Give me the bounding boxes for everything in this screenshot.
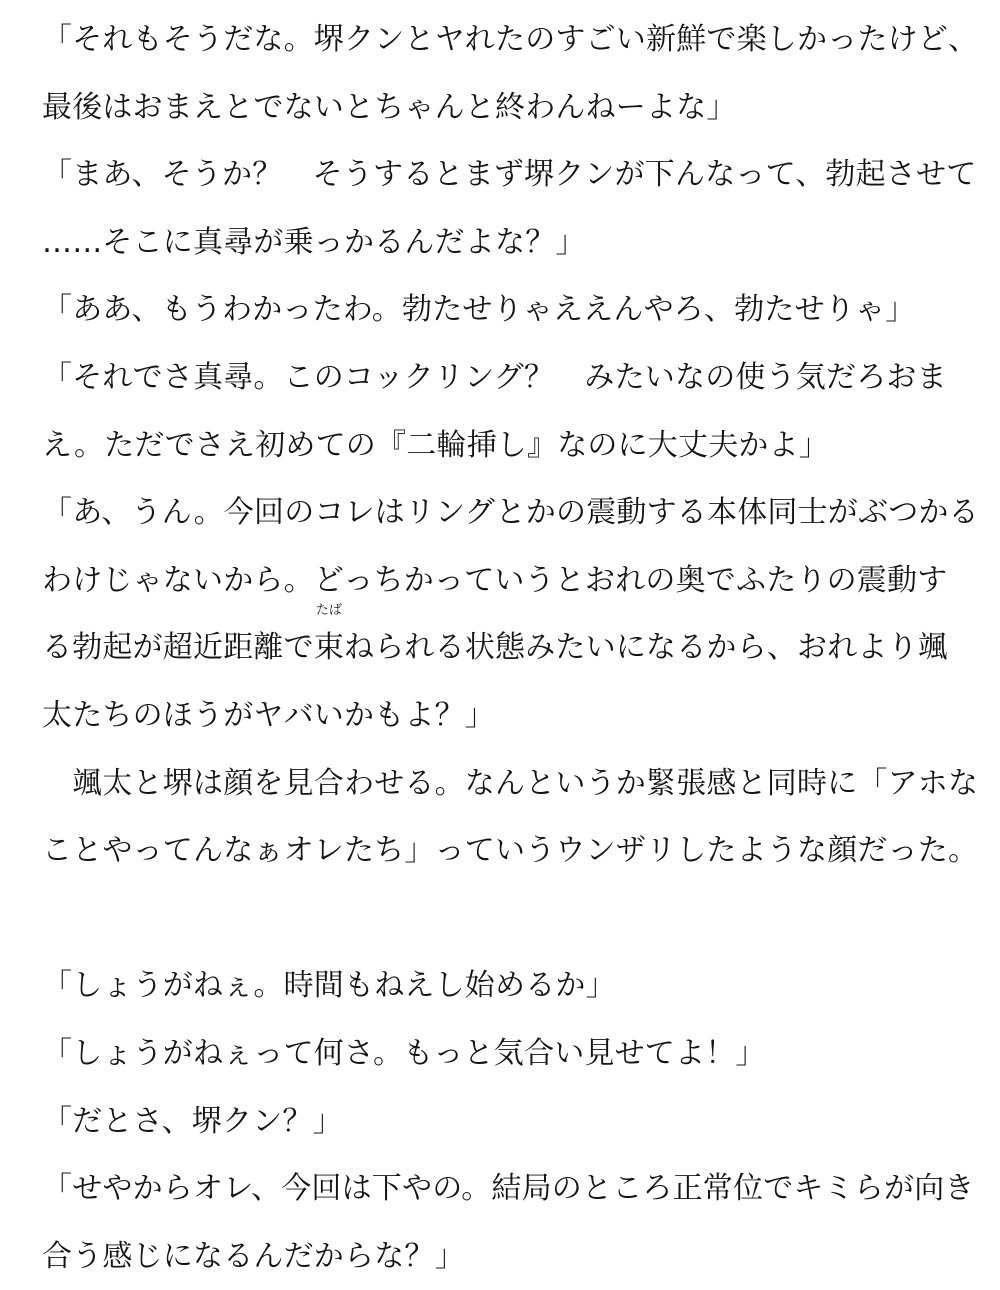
text-line: 「だとさ、堺クン？」 bbox=[42, 1103, 343, 1139]
text-line: 合う感じになるんだからな？」 bbox=[42, 1238, 465, 1274]
paragraph-gap bbox=[42, 885, 958, 953]
ruby-line-after: ねられる状態みたいになるから、おれより颯 bbox=[344, 630, 949, 666]
text-line: ことやってんなぁオレたち」っていうウンザリしたような顔だった。 bbox=[42, 833, 979, 869]
novel-text-body bbox=[42, 6, 979, 1290]
text-line: わけじゃないから。どっちかっていうとおれの奥でふたりの震動す bbox=[42, 562, 948, 598]
text-line: 颯太と堺は顔を見合わせる。なんというか緊張感と同時に「アホな bbox=[42, 765, 979, 801]
text-line: え。ただでさえ初めての『二輪挿し』なのに大丈夫かよ」 bbox=[42, 427, 829, 463]
text-line: 「ああ、もうわかったわ。勃たせりゃええんやろ、勃たせりゃ」 bbox=[42, 292, 916, 328]
text-line: 「しょうがねぇって何さ。もっと気合い見せてよ！」 bbox=[42, 1035, 766, 1071]
ruby-reading: たば bbox=[315, 603, 342, 619]
text-line: 太たちのほうがヤバいかもよ？」 bbox=[42, 697, 495, 733]
text-line: 「それでさ真尋。このコックリング？ みたいなの使う気だろおま bbox=[42, 359, 947, 395]
ruby-line-before: る勃起が超近距離で bbox=[42, 630, 314, 666]
ruby-base: 束 bbox=[313, 630, 345, 666]
text-line: 「しょうがねぇ。時間もねえし始めるか」 bbox=[42, 968, 616, 1004]
text-line-with-ruby bbox=[42, 603, 958, 682]
text-line: 「まあ、そうか？ そうするとまず堺クンが下んなって、勃起させて bbox=[42, 157, 977, 193]
ruby-annotation bbox=[313, 603, 345, 682]
text-line: ……そこに真尋が乗っかるんだよな？」 bbox=[42, 224, 586, 260]
text-line: 「せやからオレ、今回は下やの。結局のところ正常位でキミらが向き bbox=[42, 1171, 975, 1207]
text-line: 最後はおまえとでないとちゃんと終わんねーよな」 bbox=[42, 89, 737, 125]
text-line: 「あ、うん。今回のコレはリングとかの震動する本体同士がぶつかる bbox=[42, 495, 979, 531]
text-line: 「それもそうだな。堺クンとヤれたのすごい新鮮で楽しかったけど、 bbox=[42, 22, 979, 57]
